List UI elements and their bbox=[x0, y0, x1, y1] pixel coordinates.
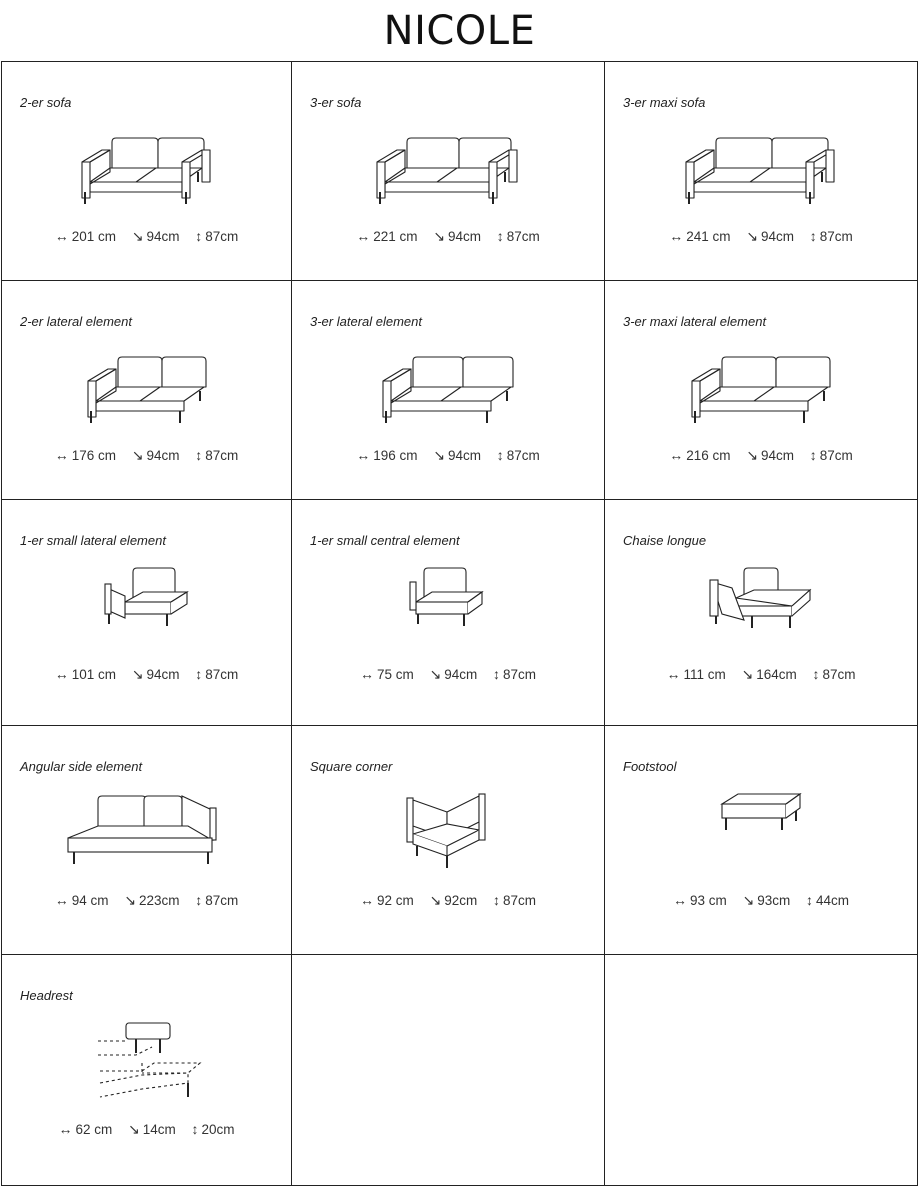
width-arrow-icon: ↔ bbox=[356, 228, 371, 244]
product-card bbox=[605, 62, 918, 281]
width-arrow-icon: ↔ bbox=[54, 892, 69, 908]
product-card bbox=[2, 281, 292, 500]
width-arrow-icon: ↔ bbox=[666, 666, 681, 682]
depth-arrow-icon: ↘ bbox=[741, 666, 754, 682]
height-arrow-icon: ↕ bbox=[191, 1121, 199, 1137]
dimensions bbox=[2, 666, 291, 683]
product-name: 1-er small lateral element bbox=[20, 533, 166, 548]
dimensions bbox=[605, 892, 917, 909]
height-value: 87cm bbox=[819, 448, 853, 463]
height-arrow-icon: ↕ bbox=[806, 892, 814, 908]
width-value: 94 cm bbox=[71, 893, 109, 908]
height-value: 87cm bbox=[819, 229, 853, 244]
product-card bbox=[605, 281, 918, 500]
product-card bbox=[292, 281, 605, 500]
dimensions bbox=[292, 228, 604, 245]
width-value: 111 cm bbox=[683, 667, 726, 682]
depth-value: 94cm bbox=[146, 229, 180, 244]
height-value: 87cm bbox=[506, 229, 540, 244]
depth-value: 94cm bbox=[447, 229, 481, 244]
width-arrow-icon: ↔ bbox=[54, 447, 69, 463]
depth-arrow-icon: ↘ bbox=[131, 666, 144, 682]
page-title: NICOLE bbox=[383, 8, 536, 54]
height-arrow-icon: ↕ bbox=[195, 447, 203, 463]
dimensions bbox=[605, 666, 917, 683]
depth-arrow-icon: ↘ bbox=[124, 892, 136, 908]
product-card bbox=[2, 955, 292, 1186]
width-arrow-icon: ↔ bbox=[672, 892, 687, 908]
height-arrow-icon: ↕ bbox=[493, 892, 501, 908]
product-card bbox=[2, 500, 292, 726]
depth-arrow-icon: ↘ bbox=[433, 447, 445, 463]
depth-arrow-icon: ↘ bbox=[746, 228, 758, 244]
height-arrow-icon: ↕ bbox=[809, 447, 817, 463]
depth-value: 94cm bbox=[444, 667, 478, 682]
width-value: 93 cm bbox=[689, 893, 727, 908]
depth-value: 14cm bbox=[142, 1122, 176, 1137]
height-arrow-icon: ↕ bbox=[195, 228, 203, 244]
depth-arrow-icon: ↘ bbox=[131, 447, 144, 463]
product-illustration bbox=[80, 343, 214, 425]
width-value: 92 cm bbox=[376, 893, 414, 908]
product-illustration bbox=[403, 788, 493, 870]
width-value: 201 cm bbox=[71, 229, 116, 244]
product-card bbox=[2, 726, 292, 955]
product-illustration bbox=[684, 343, 838, 425]
height-arrow-icon: ↕ bbox=[195, 666, 203, 682]
dimensions bbox=[292, 666, 604, 683]
width-arrow-icon: ↔ bbox=[54, 666, 69, 682]
product-card bbox=[292, 500, 605, 726]
height-value: 87cm bbox=[506, 448, 540, 463]
height-value: 87cm bbox=[205, 229, 239, 244]
product-name: Square corner bbox=[310, 759, 393, 774]
depth-value: 94cm bbox=[760, 229, 794, 244]
product-name: Chaise longue bbox=[623, 533, 707, 548]
depth-value: 94cm bbox=[146, 448, 180, 463]
width-value: 75 cm bbox=[376, 667, 414, 682]
height-value: 87cm bbox=[205, 448, 239, 463]
product-illustration bbox=[402, 562, 494, 646]
product-name: 3-er lateral element bbox=[310, 314, 422, 329]
product-illustration bbox=[92, 1017, 202, 1103]
product-name: 2-er lateral element bbox=[20, 314, 132, 329]
product-name: 3-er sofa bbox=[310, 95, 362, 110]
height-value: 87cm bbox=[503, 893, 537, 908]
height-arrow-icon: ↕ bbox=[493, 666, 501, 682]
depth-value: 223cm bbox=[138, 893, 180, 908]
height-arrow-icon: ↕ bbox=[496, 228, 504, 244]
dimensions bbox=[292, 892, 604, 909]
dimensions bbox=[605, 447, 917, 464]
depth-value: 93cm bbox=[757, 893, 791, 908]
product-name: Headrest bbox=[20, 988, 73, 1003]
width-arrow-icon: ↔ bbox=[669, 228, 684, 244]
width-value: 196 cm bbox=[373, 448, 418, 463]
depth-arrow-icon: ↘ bbox=[429, 666, 442, 682]
width-arrow-icon: ↔ bbox=[669, 447, 684, 463]
height-arrow-icon: ↕ bbox=[812, 666, 820, 682]
product-card bbox=[605, 500, 918, 726]
product-illustration bbox=[375, 343, 521, 425]
product-card bbox=[2, 62, 292, 281]
product-name: 3-er maxi sofa bbox=[623, 95, 706, 110]
product-illustration bbox=[716, 788, 806, 848]
product-name: Footstool bbox=[623, 759, 677, 774]
product-illustration bbox=[62, 788, 232, 874]
width-arrow-icon: ↔ bbox=[54, 228, 69, 244]
product-illustration bbox=[101, 562, 193, 646]
depth-value: 94cm bbox=[447, 448, 481, 463]
product-illustration bbox=[706, 562, 816, 646]
product-grid bbox=[1, 61, 918, 1186]
height-arrow-icon: ↕ bbox=[496, 447, 504, 463]
depth-value: 92cm bbox=[444, 893, 478, 908]
height-arrow-icon: ↕ bbox=[809, 228, 817, 244]
depth-value: 94cm bbox=[146, 667, 180, 682]
width-value: 216 cm bbox=[686, 448, 731, 463]
height-arrow-icon: ↕ bbox=[195, 892, 203, 908]
product-card bbox=[605, 726, 918, 955]
width-value: 62 cm bbox=[75, 1122, 113, 1137]
depth-arrow-icon: ↘ bbox=[433, 228, 445, 244]
product-name: Angular side element bbox=[20, 759, 143, 774]
width-value: 241 cm bbox=[686, 229, 731, 244]
product-illustration bbox=[369, 124, 527, 206]
product-name: 2-er sofa bbox=[20, 95, 72, 110]
depth-value: 94cm bbox=[760, 448, 794, 463]
height-value: 87cm bbox=[205, 667, 239, 682]
width-value: 176 cm bbox=[71, 448, 116, 463]
product-name: 1-er small central element bbox=[310, 533, 460, 548]
product-illustration bbox=[74, 124, 220, 206]
height-value: 20cm bbox=[201, 1122, 235, 1137]
empty-card bbox=[605, 955, 918, 1186]
depth-arrow-icon: ↘ bbox=[429, 892, 442, 908]
dimensions bbox=[2, 892, 291, 909]
depth-arrow-icon: ↘ bbox=[131, 228, 144, 244]
height-value: 44cm bbox=[816, 893, 850, 908]
height-value: 87cm bbox=[205, 893, 239, 908]
dimensions bbox=[2, 1121, 291, 1138]
width-value: 101 cm bbox=[71, 667, 116, 682]
product-card bbox=[292, 62, 605, 281]
depth-arrow-icon: ↘ bbox=[746, 447, 758, 463]
product-illustration bbox=[678, 124, 844, 206]
depth-value: 164cm bbox=[756, 667, 797, 682]
dimensions bbox=[605, 228, 917, 245]
depth-arrow-icon: ↘ bbox=[128, 1121, 140, 1137]
dimensions bbox=[292, 447, 604, 464]
width-arrow-icon: ↔ bbox=[58, 1121, 73, 1137]
width-arrow-icon: ↔ bbox=[359, 666, 374, 682]
dimensions bbox=[2, 447, 291, 464]
product-name: 3-er maxi lateral element bbox=[623, 314, 767, 329]
product-card bbox=[292, 726, 605, 955]
width-value: 221 cm bbox=[373, 229, 418, 244]
height-value: 87cm bbox=[822, 667, 856, 682]
depth-arrow-icon: ↘ bbox=[742, 892, 755, 908]
width-arrow-icon: ↔ bbox=[359, 892, 374, 908]
empty-card bbox=[292, 955, 605, 1186]
height-value: 87cm bbox=[503, 667, 537, 682]
width-arrow-icon: ↔ bbox=[356, 447, 371, 463]
dimensions bbox=[2, 228, 291, 245]
